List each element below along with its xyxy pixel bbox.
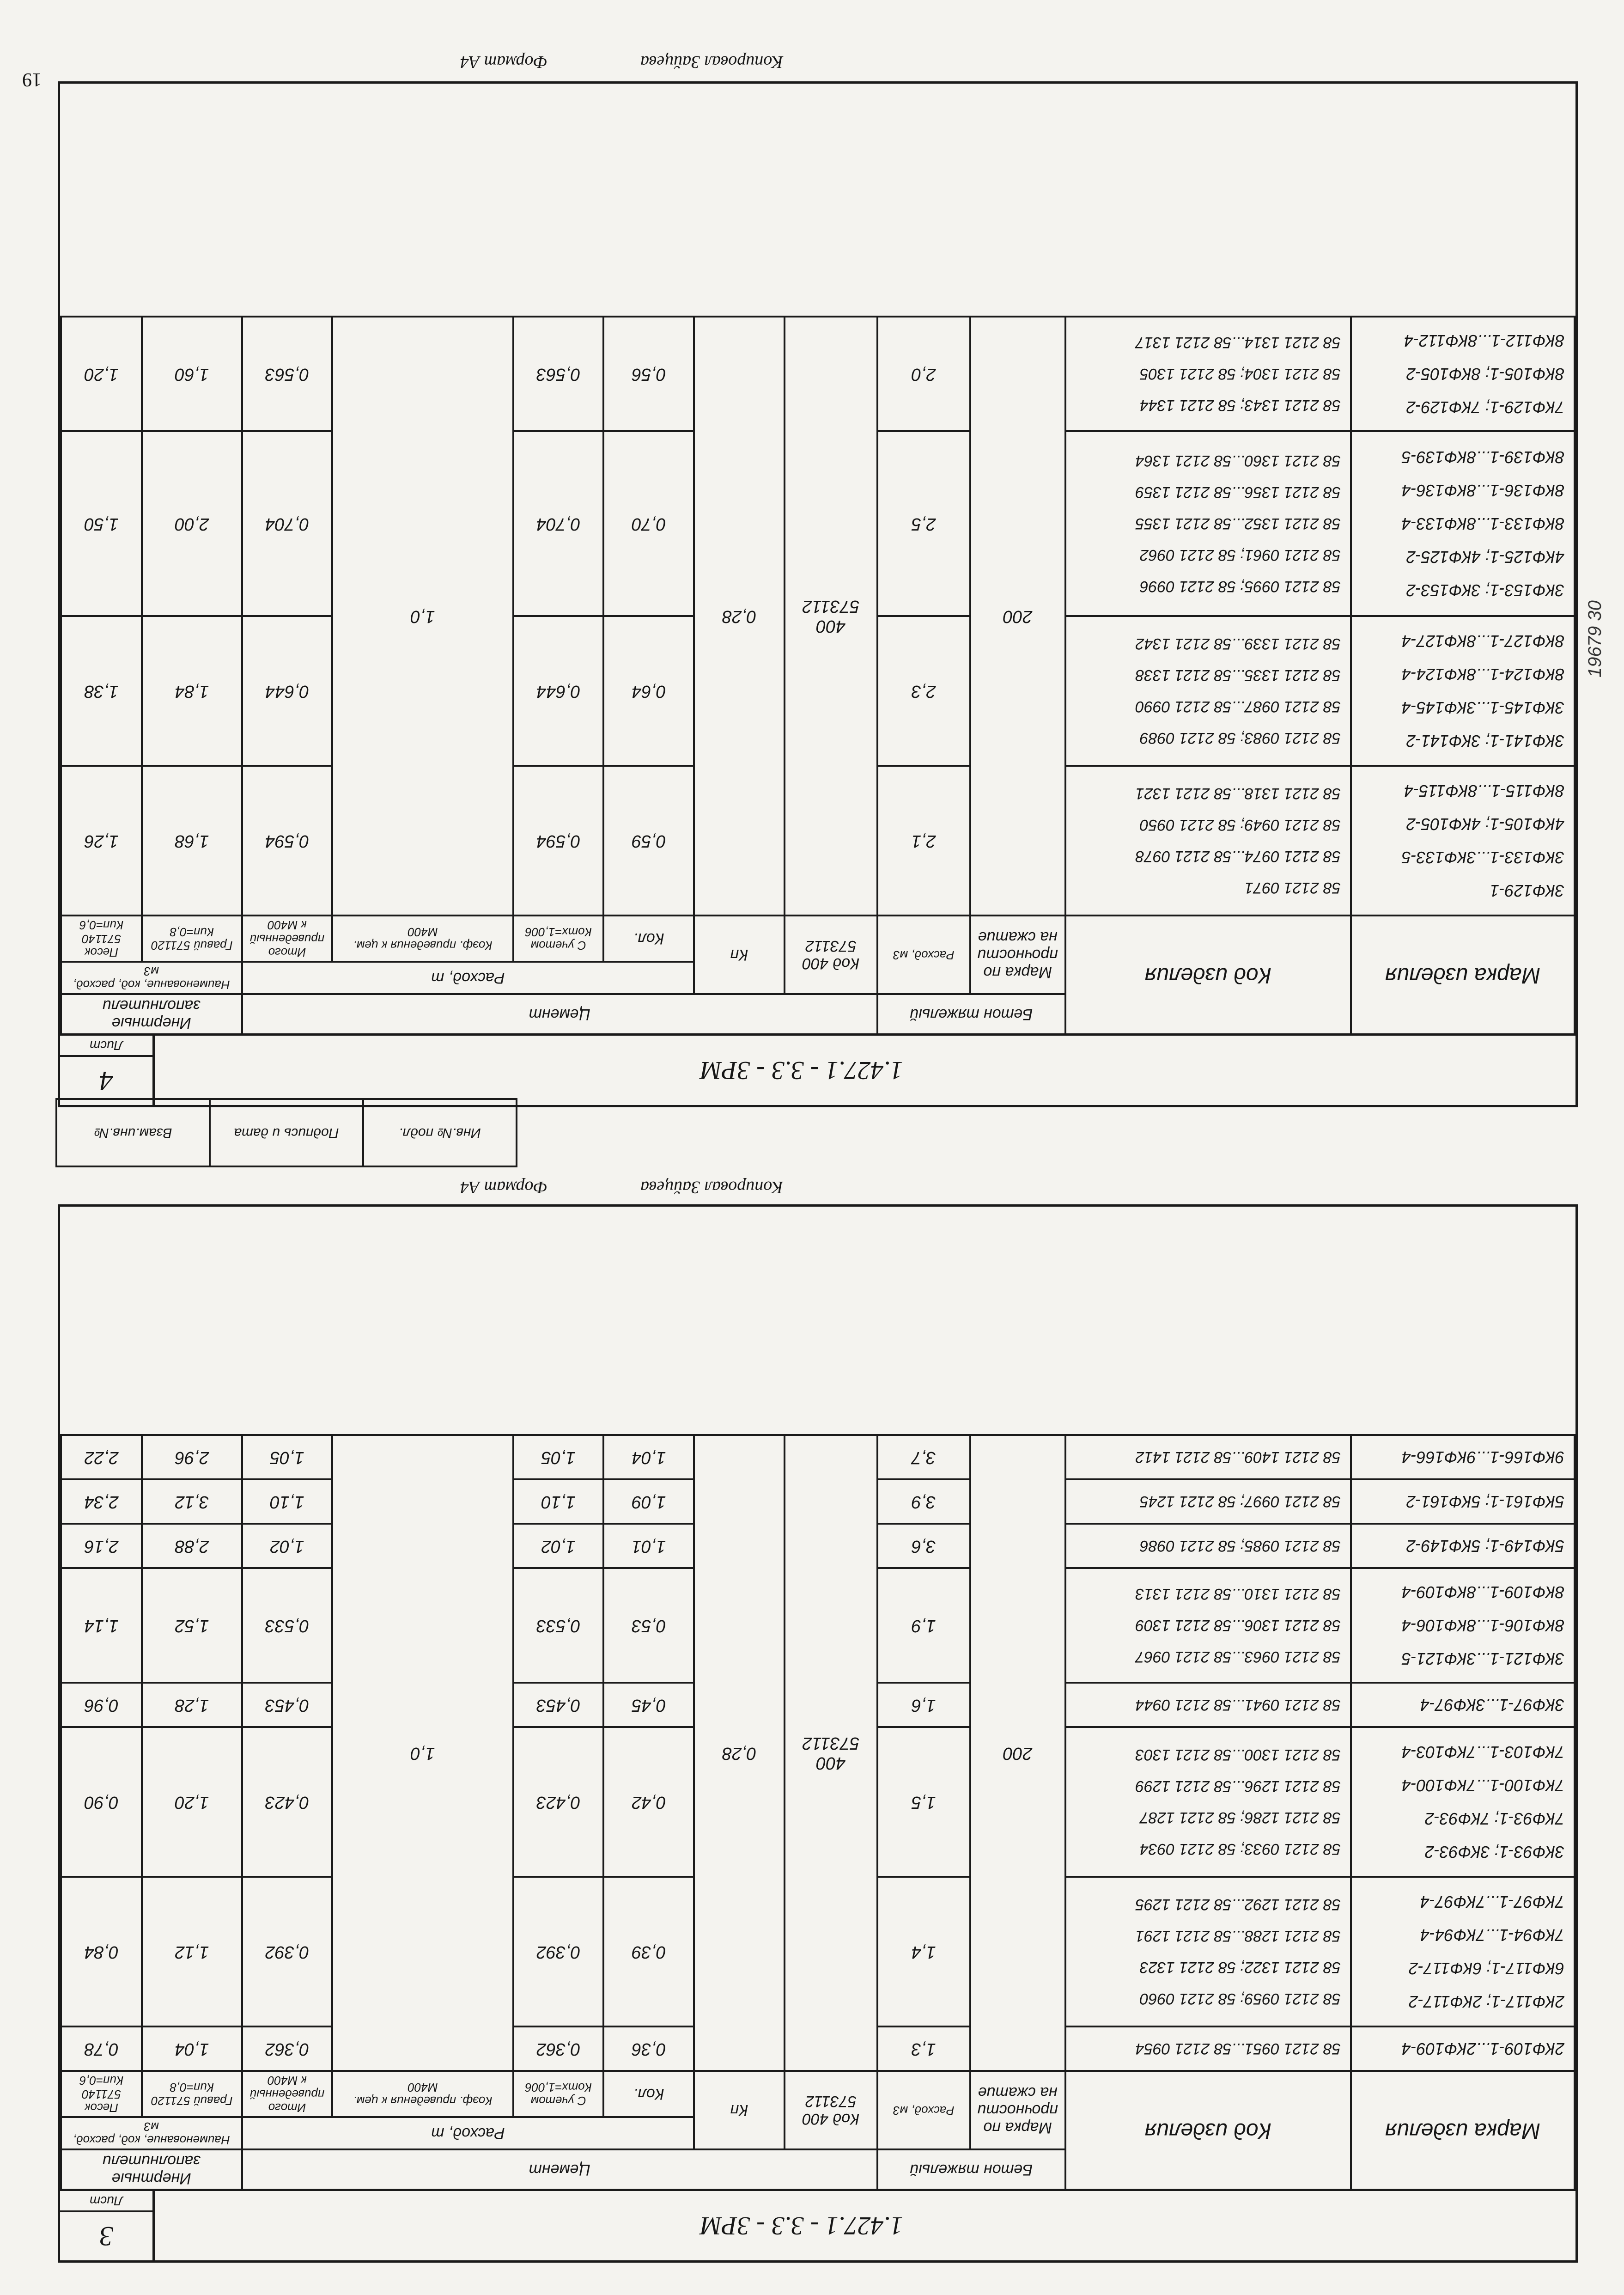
header-cement-rate: Расход, т (242, 2117, 694, 2149)
sheet-4-copied: Копировал Зайцева (640, 52, 783, 72)
header-code: Код изделия (1065, 916, 1351, 1035)
header-concrete: Бетон тяжелый (877, 994, 1065, 1035)
cell-concrete-volume: 1,4 (877, 1877, 970, 2026)
cell-cement-qty: 0,53 (604, 1568, 694, 1683)
sheet-4-format: Формат А4 (460, 52, 547, 72)
cell-cement-otx: 0,704 (513, 431, 604, 616)
cell-cement-total: 0,644 (242, 616, 333, 766)
cell-kn: 0,28 (694, 317, 785, 916)
cell-cement-coef: 1,0 (332, 317, 513, 916)
cell-sand: 1,38 (61, 616, 142, 766)
cell-cement-qty: 0,39 (604, 1877, 694, 2026)
cell-gravel: 1,12 (142, 1877, 242, 2026)
cell-cement-total: 0,392 (242, 1877, 333, 2026)
cell-sand: 2,22 (61, 1435, 142, 1479)
cell-concrete-volume: 3,7 (877, 1435, 970, 1479)
cell-code: 58 2121 0983; 58 2121 0989 58 2121 0987...58 2121 0990 58 2121 1335...58 2121 1338 58 2121 1339...58 2121 1342 (1065, 616, 1351, 766)
sheet-3-copied: Копировал Зайцева (640, 1178, 783, 1197)
approval-stamp (55, 1098, 517, 1167)
cell-cement-coef: 1,0 (332, 1435, 513, 2071)
sign-label-inv: Инв.№ подл. (363, 1099, 517, 1166)
cell-mark: 5КФ149-1; 5КФ149-2 (1351, 1524, 1575, 1568)
sheet-number-box (60, 2191, 155, 2260)
material-table (60, 316, 1575, 1036)
cell-mark: 5КФ161-1; 5КФ161-2 (1351, 1479, 1575, 1524)
cell-cement-qty: 1,01 (604, 1524, 694, 1568)
cell-mark: 2КФ117-1; 2КФ117-2 6КФ117-1; 6КФ117-2 7КФ94-1...7КФ94-4 7КФ97-1...7КФ97-4 (1351, 1877, 1575, 2026)
cell-cement-otx: 1,05 (513, 1435, 604, 1479)
cell-mark: 7КФ129-1; 7КФ129-2 8КФ105-1; 8КФ105-2 8КФ112-1...8КФ112-4 (1351, 317, 1575, 431)
cell-gravel: 2,00 (142, 431, 242, 616)
header-cement-total: Итого приведенный к М400 (242, 916, 333, 961)
cell-sand: 2,34 (61, 1479, 142, 1524)
header-concrete-volume: Расход, м3 (877, 2071, 970, 2149)
cell-code: 58 2121 0971 58 2121 0974...58 2121 0978 58 2121 0949; 58 2121 0950 58 2121 1318...58 2121 1321 (1065, 766, 1351, 916)
header-cement-qty: Кол. (604, 2071, 694, 2117)
cell-code: 58 2121 0995; 58 2121 0996 58 2121 0961; 58 2121 0962 58 2121 1352...58 2121 1355 58 2121 1356...58 2121 1359 58 2121 1360...58 2121 1364 (1065, 431, 1351, 616)
header-sand: Песок 571140 Кип=0,6 (61, 2071, 142, 2117)
table-row (61, 766, 1575, 916)
cell-concrete-volume: 1,6 (877, 1683, 970, 1727)
cell-cement-total: 0,594 (242, 766, 333, 916)
cell-cement-total: 0,563 (242, 317, 333, 431)
header-mark: Марка изделия (1351, 2071, 1575, 2190)
cell-cement-otx: 1,10 (513, 1479, 604, 1524)
cell-cement-otx: 0,453 (513, 1683, 604, 1727)
cell-cement-qty: 0,42 (604, 1727, 694, 1877)
cell-mark: 3КФ121-1...3КФ121-5 8КФ106-1...8КФ106-4 8КФ109-1...8КФ109-4 (1351, 1568, 1575, 1683)
header-cement-otx: С учетом Котх=1,006 (513, 2071, 604, 2117)
cell-strength: 200 (970, 317, 1065, 916)
cell-cement-total: 0,704 (242, 431, 333, 616)
cell-cement-qty: 0,45 (604, 1683, 694, 1727)
cell-mark: 3КФ153-1; 3КФ153-2 4КФ125-1; 4КФ125-2 8КФ133-1...8КФ133-4 8КФ136-1...8КФ136-4 8КФ139-1...8КФ139-5 (1351, 431, 1575, 616)
cell-cement-total: 0,423 (242, 1727, 333, 1877)
cell-gravel: 3,12 (142, 1479, 242, 1524)
cell-sand: 0,84 (61, 1877, 142, 2026)
cell-cement-qty: 1,04 (604, 1435, 694, 1479)
cell-code: 58 2121 0985; 58 2121 0986 (1065, 1524, 1351, 1568)
cell-cement-otx: 0,423 (513, 1727, 604, 1877)
cell-concrete-volume: 2,5 (877, 431, 970, 616)
header-code: Код изделия (1065, 2071, 1351, 2190)
header-cement-total: Итого приведенный к М400 (242, 2071, 333, 2117)
cell-mark: 3КФ93-1; 3КФ93-2 7КФ93-1; 7КФ93-2 7КФ100-1...7КФ100-4 7КФ103-1...7КФ103-4 (1351, 1727, 1575, 1877)
header-kn: Кп (694, 2071, 785, 2149)
cell-code: 58 2121 1409...58 2121 1412 (1065, 1435, 1351, 1479)
header-concrete-strength: Марка по прочности на сжатие (970, 916, 1065, 994)
header-fillers: Инертные заполнители (61, 994, 242, 1035)
cell-cement-otx: 1,02 (513, 1524, 604, 1568)
sheet-label: Лист (60, 1036, 152, 1057)
cell-code: 58 2121 0933; 58 2121 0934 58 2121 1286; 58 2121 1287 58 2121 1296...58 2121 1299 58 2121 1300...58 2121 1303 (1065, 1727, 1351, 1877)
cell-sand: 2,16 (61, 1524, 142, 1568)
sign-label-replace: Взам.инв.№ (56, 1099, 210, 1166)
sheet-4 (58, 81, 1578, 1107)
document-code: 1.427.1 - 3.3 - 3РМ (700, 2211, 903, 2240)
cell-concrete-volume: 1,3 (877, 2026, 970, 2071)
cell-mark: 2КФ109-1...2КФ109-4 (1351, 2026, 1575, 2071)
sheet-3-format: Формат А4 (460, 1178, 547, 1197)
title-block (60, 1033, 1575, 1105)
cell-gravel: 1,84 (142, 616, 242, 766)
cell-gravel: 2,88 (142, 1524, 242, 1568)
cell-cement-code: 400 573112 (785, 317, 877, 916)
cell-concrete-volume: 3,6 (877, 1524, 970, 1568)
header-sand: Песок 571140 Кип=0,6 (61, 916, 142, 961)
header-cement: Цемент (242, 994, 877, 1035)
cell-code: 58 2121 0997; 58 2121 1245 (1065, 1479, 1351, 1524)
cell-mark: 3КФ129-1 3КФ133-1...3КФ133-5 4КФ105-1; 4КФ105-2 8КФ115-1...8КФ115-4 (1351, 766, 1575, 916)
header-fillers-sub: Наименование, код, расход, м3 (61, 2117, 242, 2149)
document-code: 1.427.1 - 3.3 - 3РМ (700, 1056, 903, 1085)
header-cement-coef: Коэф. приведения к цем. М400 (332, 916, 513, 961)
cell-code: 58 2121 1343; 58 2121 1344 58 2121 1304; 58 2121 1305 58 2121 1314...58 2121 1317 (1065, 317, 1351, 431)
margin-page-number: 19 (22, 69, 42, 90)
cell-cement-otx: 0,533 (513, 1568, 604, 1683)
cell-sand: 1,20 (61, 317, 142, 431)
header-fillers-sub: Наименование, код, расход, м3 (61, 962, 242, 994)
header-gravel: Гравий 571120 Кип=0,8 (142, 916, 242, 961)
header-cement: Цемент (242, 2149, 877, 2190)
cell-gravel: 1,60 (142, 317, 242, 431)
header-cement-qty: Кол. (604, 916, 694, 961)
cell-mark: 9КФ166-1...9КФ166-4 (1351, 1435, 1575, 1479)
cell-cement-otx: 0,594 (513, 766, 604, 916)
cell-concrete-volume: 3,9 (877, 1479, 970, 1524)
cell-concrete-volume: 1,5 (877, 1727, 970, 1877)
sheet-number-box (60, 1036, 155, 1105)
cell-mark: 3КФ141-1; 3КФ141-2 3КФ145-1...3КФ145-4 8КФ124-1...8КФ124-4 8КФ127-1...8КФ127-4 (1351, 616, 1575, 766)
cell-gravel: 2,96 (142, 1435, 242, 1479)
cell-cement-total: 0,362 (242, 2026, 333, 2071)
header-fillers: Инертные заполнители (61, 2149, 242, 2190)
cell-cement-qty: 0,59 (604, 766, 694, 916)
cell-cement-total: 1,10 (242, 1479, 333, 1524)
header-concrete-strength: Марка по прочности на сжатие (970, 2071, 1065, 2149)
header-cement-otx: С учетом Котх=1,006 (513, 916, 604, 961)
cell-cement-otx: 0,362 (513, 2026, 604, 2071)
cell-cement-otx: 0,563 (513, 317, 604, 431)
cell-cement-otx: 0,392 (513, 1877, 604, 2026)
header-kn: Кп (694, 916, 785, 994)
cell-code: 58 2121 0951...58 2121 0954 (1065, 2026, 1351, 2071)
cell-gravel: 1,52 (142, 1568, 242, 1683)
cell-gravel: 1,20 (142, 1727, 242, 1877)
sign-label-date: Подпись и дата (210, 1099, 363, 1166)
header-concrete: Бетон тяжелый (877, 2149, 1065, 2190)
cell-code: 58 2121 0959; 58 2121 0960 58 2121 1322; 58 2121 1323 58 2121 1288...58 2121 1291 58 2121 1292...58 2121 1295 (1065, 1877, 1351, 2026)
cell-mark: 3КФ97-1...3КФ97-4 (1351, 1683, 1575, 1727)
header-cement-coef: Коэф. приведения к цем. М400 (332, 2071, 513, 2117)
cell-cement-total: 1,02 (242, 1524, 333, 1568)
header-cement-code: Код 400 573112 (785, 2071, 877, 2149)
sheet-label: Лист (60, 2191, 152, 2212)
title-block (60, 2189, 1575, 2260)
header-cement-rate: Расход, т (242, 962, 694, 994)
sheet-number: 3 (99, 2221, 113, 2252)
sheet-number: 4 (99, 1066, 113, 1097)
archive-number: 19679 30 (1585, 600, 1605, 678)
header-gravel: Гравий 571120 Кип=0,8 (142, 2071, 242, 2117)
cell-concrete-volume: 1,9 (877, 1568, 970, 1683)
cell-cement-code: 400 573112 (785, 1435, 877, 2071)
cell-sand: 0,96 (61, 1683, 142, 1727)
cell-cement-qty: 0,64 (604, 616, 694, 766)
header-mark: Марка изделия (1351, 916, 1575, 1035)
cell-sand: 1,14 (61, 1568, 142, 1683)
cell-cement-qty: 0,70 (604, 431, 694, 616)
cell-cement-total: 0,453 (242, 1683, 333, 1727)
cell-sand: 1,26 (61, 766, 142, 916)
cell-sand: 0,90 (61, 1727, 142, 1877)
cell-strength: 200 (970, 1435, 1065, 2071)
cell-code: 58 2121 0963...58 2121 0967 58 2121 1306...58 2121 1309 58 2121 1310...58 2121 1313 (1065, 1568, 1351, 1683)
cell-cement-otx: 0,644 (513, 616, 604, 766)
header-concrete-volume: Расход, м3 (877, 916, 970, 994)
cell-gravel: 1,28 (142, 1683, 242, 1727)
cell-cement-qty: 0,56 (604, 317, 694, 431)
cell-sand: 0,78 (61, 2026, 142, 2071)
material-table (60, 1434, 1575, 2191)
cell-gravel: 1,04 (142, 2026, 242, 2071)
cell-kn: 0,28 (694, 1435, 785, 2071)
header-cement-code: Код 400 573112 (785, 916, 877, 994)
cell-concrete-volume: 2,3 (877, 616, 970, 766)
cell-concrete-volume: 2,1 (877, 766, 970, 916)
cell-cement-qty: 1,09 (604, 1479, 694, 1524)
cell-sand: 1,50 (61, 431, 142, 616)
cell-gravel: 1,68 (142, 766, 242, 916)
cell-cement-total: 0,533 (242, 1568, 333, 1683)
cell-concrete-volume: 2,0 (877, 317, 970, 431)
table-row (61, 2026, 1575, 2071)
cell-cement-qty: 0,36 (604, 2026, 694, 2071)
sheet-3 (58, 1204, 1578, 2263)
cell-cement-total: 1,05 (242, 1435, 333, 1479)
cell-code: 58 2121 0941...58 2121 0944 (1065, 1683, 1351, 1727)
